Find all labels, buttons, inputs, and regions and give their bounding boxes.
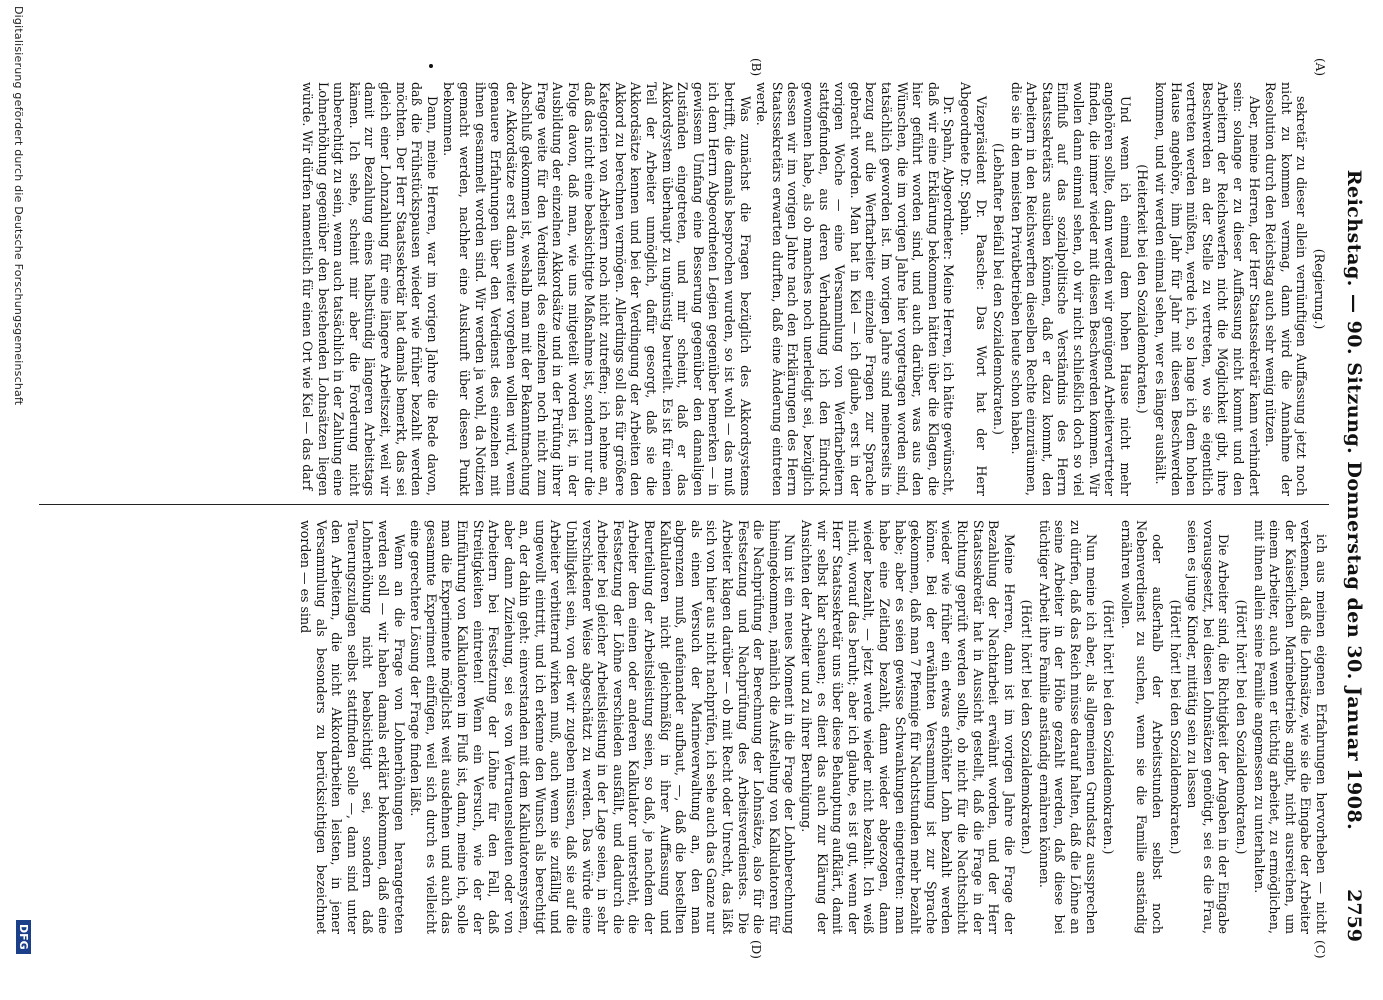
digitization-credit: Digitalisierung gefördert durch die Deutsche Forschungsgemeinschaft xyxy=(12,6,25,406)
paragraph: Nun ist ein neues Moment in die Frage der Lohnberechnung hineingekommen, nämlich die Aufstellung von Kalkulatoren für die Nachprüfung der Berechnung der Lohnsätze, also für die Festsetzung und Nachprüfung des Arbeitsverdienstes. Die Arbeiter klagen darüber — ob mit Recht oder Unrecht, das läßt sich von hier aus nicht nachprüfen, ich sehe auch das Ganze nur als einen Versuch der Marineverwaltung an, den man abgrenzen muß, aufeinander aufbaut, —, daß die bestellten Kalkulatoren nicht gleichmäßig in ihrer Auffassung und Beurteilung der Arbeitsleistung seien, so daß, je nachdem der Arbeiter dem einen oder anderen Kalkulator untersteht, die Festsetzung der Löhne verschieden ausfällt, und dadurch die Arbeiter bei gleicher Arbeitsleistung in der Lage seien, in sehr verschiedener Weise abgeschätzt zu werden. Das würde eine Unbilligkeit sein, von der wir zugeben müssen, daß sie auf die Arbeiter verbitternd wirken muß, auch wenn sie zufällig und ungewollt eintritt, und ich erkenne den Wunsch als berechtigt an, der dahin geht: einverstanden mit dem Kalkulatorensystem, aber dann Zuziehung, sei es von Vertrauensleuten oder von Arbeitern bei Festsetzung der Löhne für den Fall, daß Streitigkeiten eintreten! Wenn ein Versuch, wie der der Einführung von Kalkulatoren im Fluß ist, dann, meine ich, solle man die Experimente möglichst weit ausdehnen und auch das gesammte Experiment einfügen, weil sich durch es vielleicht eine gerechtere Lösung der Frage finden läßt. xyxy=(408,520,798,934)
margin-marker-b: (B) xyxy=(749,58,763,77)
column-right xyxy=(296,520,1329,934)
column-left xyxy=(298,82,1329,496)
paragraph: Meine Herren, dann ist im vorigen Jahre die Frage der Bezahlung der Nachtarbeit erwähnt worden, und der Herr Staatssekretär hat in Aussicht gestellt, daß die Frage in der Richtung geprüft werden sollte, ob nicht für die Nachtschicht wieder wie früher ein etwas erhöhter Lohn bezahlt werden könne. Bei der erwähnten Versammlung ist zur Sprache gekommen, daß man 7 Pfennige für Nachtstunden mehr bezahlt habe; aber es seien gewisse Schwankungen eingetreten: man habe eine Zeitlang bezahlt, dann wieder abgezogen, dann wieder bezahlt, — jetzt werde wieder nicht bezahlt. Ich weiß nicht, worauf das beruht; aber ich glaube, es ist gut, wenn der Herr Staatssekretär uns über diese Behauptung aufklärt, damit wir selbst klar schauen; es dient das auch zur Klärung der Ansichten der Arbeiter und zu ihrer Beruhigung. xyxy=(799,520,1017,934)
page-header xyxy=(1335,58,1365,942)
paragraph: Was zunächst die Fragen bezüglich des Akkordsystems betrifft, die damals besprochen wurden, so ist wohl — das muß ich dem Herrn Abgeordneten Legien gegenüber bemerken — in gewissem Umfang eine Besserung gegenüber den damaligen Zuständen eingetreten, und mir scheint, daß er das Akkordsystem überhaupt zu ungünstig beurteilt. Es ist für einen Teil der Arbeiter unmöglich, dafür gesorgt, daß sie die Akkordsätze kennen und bei der Verdingung der Arbeiten den Akkord zu berechnen vermögen. Allerdings soll das für größere Kategorien von Arbeitern noch nicht zutreffen; ich nehme an, daß das nicht eine beabsichtigte Maßnahme ist, sondern nur die Folge davon, daß man, wie uns mitgeteilt worden ist, in der Ausbildung der einzelnen Akkordsätze und in der Prüfung ihrer Frage weite für den Verdienst des einzelnen noch nicht zum Abschluß gekommen ist, weshalb man mit der Bekanntmachung der Akkordsätze erst dann weiter vorgehen wollen wird, wenn genauere Erfahrungen über den Verdienst des einzelnen mit ihnen gesammelt worden sind. Wir werden ja wohl, da Notizen gemacht werden, nachher eine Auskunft über diesen Punkt bekommen. xyxy=(441,82,753,496)
paragraph: Dr. Spahn, Abgeordneter: Meine Herren, ich hätte gewünscht, daß wir eine Erklärung bekommen hätten über die Klagen, die hier geführt worden sind, und auch darüber, was aus den Wünschen, die im vorigen Jahre hier vorgetragen worden sind, tatsächlich geworden ist. Im vorigen Jahre sind meinerseits in bezug auf die Werftarbeiter einzelne Fragen zur Sprache gebracht worden. Man hat in Kiel — ich glaube, erst in der vorigen Woche — eine Versammlung von Werftarbeitern stattgefunden, aus deren Verhandlung ich den Eindruck gewonnen habe, als ob manches noch unerledigt sei, bezüglich dessen wir im vorigen Jahre nach den Erklärungen des Herrn Staatssekretärs erwarten durften, daß eine Änderung eintreten werde. xyxy=(754,82,957,496)
paragraph: Nun meine ich aber, als allgemeinen Grundsatz aussprechen zu dürfen, daß das Reich müsse darauf halten, daß die Löhne an seine Arbeiter in der Höhe gezahlt werden, daß diese bei tüchtiger Arbeit ihre Familie anständig ernähren können. xyxy=(1036,520,1099,934)
dfg-logo: DFG xyxy=(16,920,31,954)
column-divider xyxy=(39,504,1329,505)
paragraph: oder außerhalb der Arbeitsstunden selbst noch Nebenverdienst zu suchen, wenn sie die Familie anständig ernähren wollen. xyxy=(1118,520,1166,934)
paragraph: Wenn an die Frage von Lohnerhöhungen herangetreten werden soll — wir haben damals erklärt bekommen, daß eine Lohnerhöhung nicht beabsichtigt sei, sondern daß Teuerungszulagen selbst stattfinden solle —, dann sind unter den Arbeitern, die nicht Akkordarbeiten leisten, in jener Versammlung als besonders zu berücksichtigen bezeichnet worden — es sind xyxy=(298,520,407,934)
paragraph: Dann, meine Herren, war im vorigen Jahre die Rede davon, daß die Frühstückspausen wieder wie früher bezahlt werden möchten. Der Herr Staatssekretär hat damals bemerkt, das sei gleich einer Lohnzahlung für eine längere Arbeitszeit, weil wir damit zur Bezahlung eines halbstündig längeren Arbeitstags kämen. Ich sehe, scheint mir aber die Forderung nicht unberechtigt zu sein, wenn auch tatsächlich in der Zahlung eine Lohnerhöhung gegenüber den bestehenden Lohnsätzen liegen würde. Wir dürfen namentlich für einen Ort wie Kiel — das darf xyxy=(300,82,440,496)
interjection: (Heiterkeit bei den Sozialdemokraten.) xyxy=(1135,164,1151,414)
interjection: (Hört! hört! bei den Sozialdemokraten.) xyxy=(1167,599,1183,855)
interjection: (Regierung.) xyxy=(1312,248,1327,330)
margin-marker-a: (A) xyxy=(1313,58,1327,77)
paragraph: ich aus meinen eigenen Erfahrungen hervorheben — nicht verkennen, daß die Lohnsätze, wie sie die Eingabe der Arbeiter der Kaiserlichen Marinebetriebs angibt, nicht ausreichen, um einem Arbeiter, auch wenn er tüchtig arbeitet, zu ermöglichen, mit ihnen allein seine Familie angemessen zu unterhalten. xyxy=(1251,520,1329,934)
paragraph: Vizepräsident Dr. Paasche: Das Wort hat der Herr Abgeordnete Dr. Spahn. xyxy=(957,82,989,496)
header-title: Reichstag. — 90. Sitzung. Donnerstag den 30. Januar 1908. xyxy=(1343,169,1365,831)
margin-marker-c: (C) xyxy=(1313,940,1327,959)
paragraph: Und wenn ich einmal dem hohen Hause nicht mehr angehören sollte, dann werden wir genügend Arbeitervertreter finden, die immer wieder mit diesen Beschwerden kommen. Wir wollen dann einmal sehen, ob wir nicht schließlich doch so viel Einfluß auf das sozialpolitische Verständnis des Herrn Staatssekretärs ausüben können, daß er dazu kommt, den Arbeitern in den Reichswerften dieselben Rechte einzuräumen, die sie in den meisten Privatbetrieben heute schon haben. xyxy=(1008,82,1133,496)
margin-marker-d: (D) xyxy=(749,940,763,959)
page-number: 2759 xyxy=(1343,889,1365,942)
stray-mark xyxy=(429,64,433,68)
paragraph: sekretär zu dieser allein vernünftigen Auffassung jetzt noch nicht zu kommen vermag, dann wird die Annahme der Resolution durch den Reichstag auch sehr wenig nützen. xyxy=(1263,82,1310,496)
interjection: (Hört! hört! bei den Sozialdemokraten.) xyxy=(1101,599,1117,855)
interjection: (Hört! hört! bei den Sozialdemokraten.) xyxy=(1234,599,1250,855)
interjection: (Hört! hört! bei den Sozialdemokraten.) xyxy=(1019,599,1035,855)
paragraph: Aber, meine Herren, der Herr Staatssekretär kann verhindert sein: solange er zu dieser Auffassung nicht kommt und den Arbeitern der Reichswerfen nicht die Möglichkeit gibt, ihre Beschwerden an der Stelle zu vertreten, wo sie eigentlich vertreten werden müßten, werde ich, so lange ich dem hohen Hause angehöre, ihm Jahr für Jahr mit diesen Beschwerden kommen, und wir werden einmal sehen, wer es länger aushält. xyxy=(1153,82,1262,496)
interjection: (Lebhafter Beifall bei den Sozialdemokraten.) xyxy=(991,143,1007,435)
paragraph: Die Arbeiter sind, die Richtigkeit der Angaben in der Eingabe vorausgesetzt, bei diesen Lohnsätzen genötigt, sei es die Frau, seien es junge Kinder, mittätig sein zu lassen xyxy=(1185,520,1232,934)
